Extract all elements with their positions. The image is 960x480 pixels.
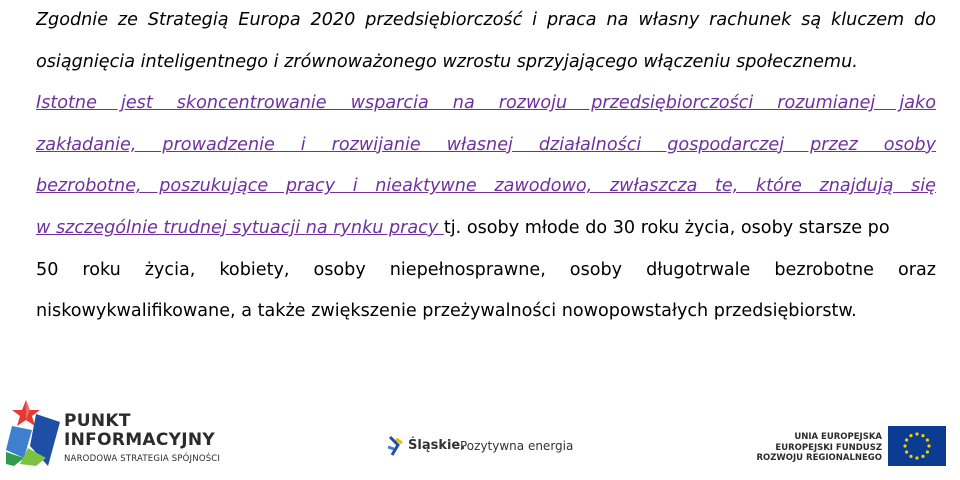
paragraph-line-2: osiągnięcia inteligentnego i zrównoważonego wzrostu sprzyjającego włączeniu społecznemu.	[36, 51, 858, 72]
main-paragraph	[36, 0, 936, 333]
informacyjny-label: INFORMACYJNY	[64, 430, 216, 450]
eu-line-3: ROZWOJU REGIONALNEGO	[756, 453, 882, 463]
punkt-informacyjny-text	[64, 412, 220, 466]
footer-logos	[0, 392, 960, 480]
paragraph-line-6-link[interactable]: w szczególnie trudnej sytuacji na rynku pracy	[36, 217, 444, 238]
paragraph-line-5[interactable]: bezrobotne, poszukujące pracy i nieaktywne zawodowo, zwłaszcza te, które znajdują się	[36, 176, 936, 197]
eu-line-1: UNIA EUROPEJSKA	[794, 432, 882, 442]
slaskie-mark-icon	[386, 435, 406, 457]
paragraph-line-1: Zgodnie ze Strategią Europa 2020 przedsiębiorczość i praca na własny rachunek są kluczem do	[36, 10, 936, 30]
eu-label	[756, 432, 882, 464]
eu-flag-icon	[888, 426, 946, 466]
paragraph-line-8: niskowykwalifikowane, a także zwiększenie przeżywalności nowopowstałych przedsiębiorstw.	[36, 301, 857, 322]
paragraph-line-7: 50 roku życia, kobiety, osoby niepełnosprawne, osoby długotrwale bezrobotne oraz	[36, 259, 936, 280]
nss-label: NARODOWA STRATEGIA SPÓJNOŚCI	[64, 454, 221, 464]
eu-line-2: EUROPEJSKI FUNDUSZ	[775, 442, 882, 453]
punkt-label: PUNKT	[64, 411, 131, 431]
paragraph-line-6	[36, 208, 936, 250]
slaskie-name: Śląskie.	[408, 438, 466, 453]
paragraph-line-6-rest: tj. osoby młode do 30 roku życia, osoby starsze po	[443, 217, 890, 238]
slaskie-slogan: Pozytywna energia	[460, 439, 574, 453]
punkt-informacyjny-logo-icon	[6, 400, 60, 466]
paragraph-line-4[interactable]: zakładanie, prowadzenie i rozwijanie własnej działalności gospodarczej przez osoby	[36, 134, 936, 155]
paragraph-line-3[interactable]: Istotne jest skoncentrowanie wsparcia na rozwoju przedsiębiorczości rozumianej jako	[36, 93, 936, 114]
